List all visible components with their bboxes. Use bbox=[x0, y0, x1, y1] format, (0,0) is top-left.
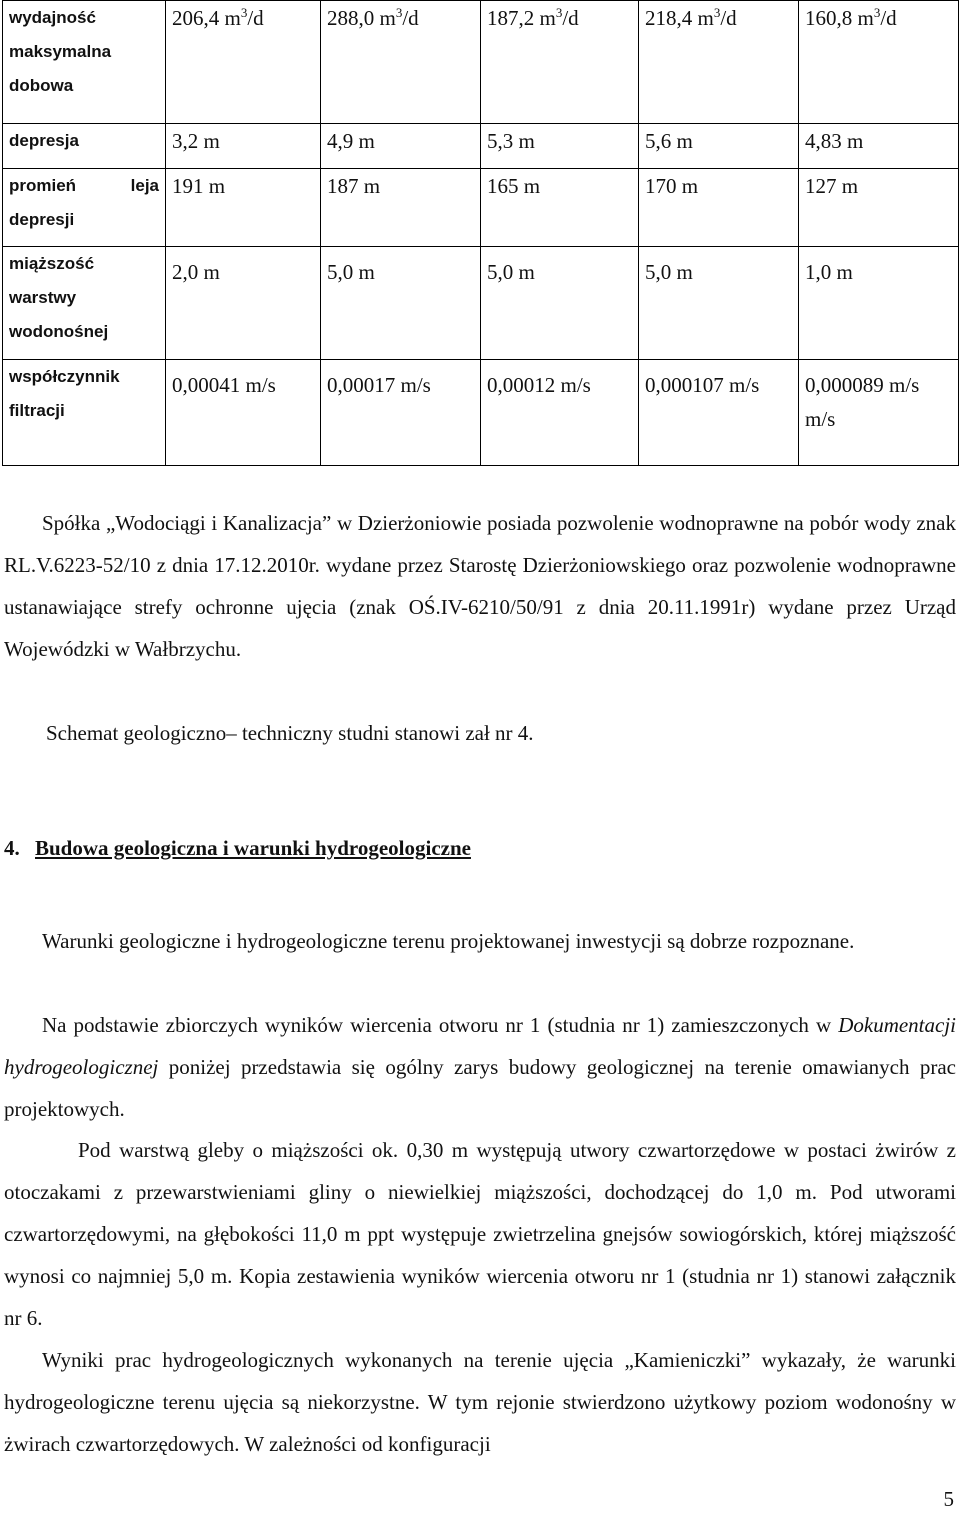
table-cell: 2,0 m bbox=[166, 247, 321, 360]
table-cell: 5,0 m bbox=[481, 247, 639, 360]
table-cell: 160,8 $m^3/d$ bbox=[799, 1, 959, 124]
table-row bbox=[3, 247, 959, 360]
table-cell: 0,00041 m/s bbox=[166, 360, 321, 466]
table-row bbox=[3, 124, 959, 169]
table-row bbox=[3, 1, 959, 124]
table-cell: 187,2 $m^3/d$ bbox=[481, 1, 639, 124]
table-cell: 170 m bbox=[639, 169, 799, 247]
table-cell: 288,0 $m^3/d$ bbox=[321, 1, 481, 124]
table-cell: 5,6 m bbox=[639, 124, 799, 169]
table-cell: 165 m bbox=[481, 169, 639, 247]
table-cell: 0,00017 m/s bbox=[321, 360, 481, 466]
table-cell: 3,2 m bbox=[166, 124, 321, 169]
paragraph-2: Na podstawie zbiorczych wyników wiercenia otworu nr 1 (studnia nr 1) zamieszczonych w Dokumentacji hydrogeologicznej poniżej przedstawia się ogólny zarys budowy geologicznej na terenie omawianych prac projektowych. bbox=[4, 1013, 956, 1121]
row-label: wydajność maksymalna dobowa bbox=[3, 1, 166, 124]
paragraph-4: Wyniki prac hydrogeologicznych wykonanych na terenie ujęcia „Kamieniczki” wykazały, że warunki hydrogeologiczne terenu ujęcia są niekorzystne. W tym rejonie stwierdzono użytkowy poziom wodonośny w żwirach czwartorzędowych. W zależności od konfiguracji bbox=[4, 1348, 956, 1456]
table-cell: 5,0 m bbox=[321, 247, 481, 360]
permits-paragraph: Spółka „Wodociągi i Kanalizacja” w Dzierżoniowie posiada pozwolenie wodnoprawne na pobór wody znak RL.V.6223-52/10 z dnia 17.12.2010r. wydane przez Starostę Dzierżoniowskiego oraz pozwolenie wodnoprawne ustanawiające strefy ochronne ujęcia (znak OŚ.IV-6210/50/91 z dnia 20.11.1991r) wydane przez Urząd Wojewódzki w Wałbrzychu. bbox=[4, 511, 956, 661]
table-cell: 5,0 m bbox=[639, 247, 799, 360]
table-cell: 187 m bbox=[321, 169, 481, 247]
table-cell: 4,9 m bbox=[321, 124, 481, 169]
row-label: miąższość warstwy wodonośnej bbox=[3, 247, 166, 360]
table-cell: 0,00012 m/s bbox=[481, 360, 639, 466]
table-cell: 127 m bbox=[799, 169, 959, 247]
paragraph-3: Pod warstwą gleby o miąższości ok. 0,30 m występują utwory czwartorzędowe w postaci żwirów z otoczakami z przewarstwieniami gliny o niewielkiej miąższości, dochodzącej do 1,0 m. Pod utworami czwartorzędowymi, na głębokości 11,0 m ppt występuje zwietrzelina gnejsów sowiogórskich, której miąższość wynosi co najmniej 5,0 m. Kopia zestawienia wyników wiercenia otworu nr 1 (studnia nr 1) stanowi załącznik nr 6. bbox=[4, 1138, 956, 1330]
heading-title: Budowa geologiczna i warunki hydrogeologiczne bbox=[35, 836, 471, 860]
row-label: współczynnik filtracji bbox=[3, 360, 166, 466]
table-cell: 1,0 m bbox=[799, 247, 959, 360]
table-cell: 218,4 $m^3/d$ bbox=[639, 1, 799, 124]
table-cell: 0,000089 m/s m/s bbox=[799, 360, 959, 466]
well-parameters-table bbox=[2, 0, 959, 466]
table-cell: 4,83 m bbox=[799, 124, 959, 169]
section-heading bbox=[4, 836, 471, 861]
table-cell: 5,3 m bbox=[481, 124, 639, 169]
document-title: Dokumentacji hydrogeologicznej bbox=[4, 1013, 956, 1079]
table-row bbox=[3, 169, 959, 247]
row-label: depresja bbox=[3, 124, 166, 169]
table-cell: 191 m bbox=[166, 169, 321, 247]
row-label: promień leja depresji bbox=[3, 169, 166, 247]
table-cell: 206,4 $m^3/d$ bbox=[166, 1, 321, 124]
table-cell: 0,000107 m/s bbox=[639, 360, 799, 466]
page-number: 5 bbox=[943, 1487, 954, 1511]
table-row bbox=[3, 360, 959, 466]
paragraph-1: Warunki geologiczne i hydrogeologiczne terenu projektowanej inwestycji są dobrze rozpoznane. bbox=[42, 929, 855, 953]
schema-note: Schemat geologiczno– techniczny studni stanowi zał nr 4. bbox=[46, 721, 534, 745]
heading-number: 4. bbox=[4, 836, 20, 860]
